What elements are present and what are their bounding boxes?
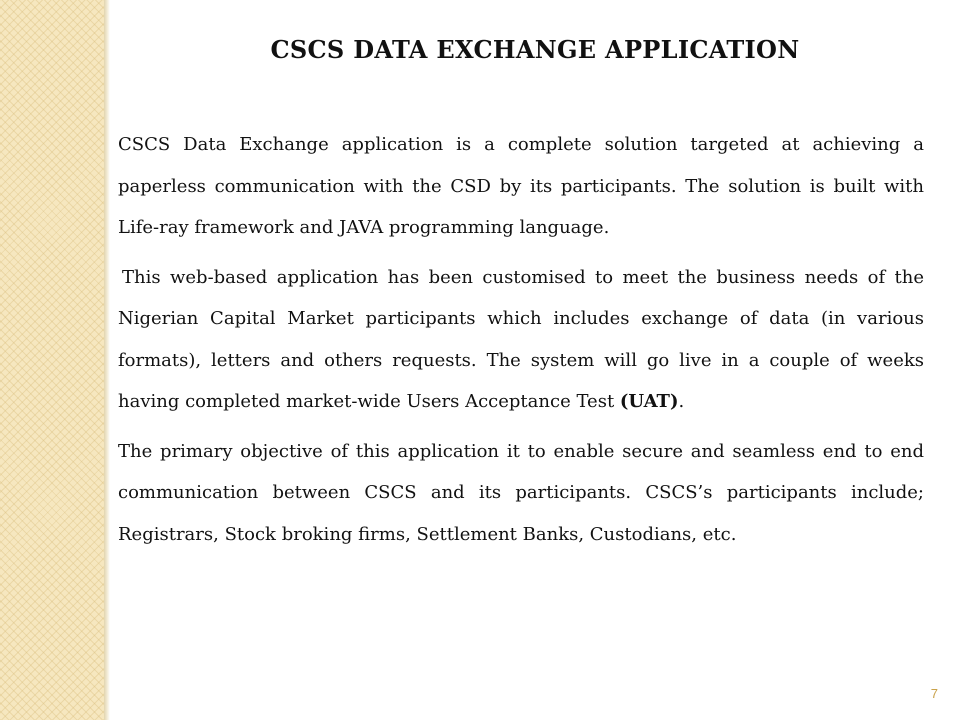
paragraph-web-application-text: This web-based application has been customised to meet the business needs of the Nigerian Capital Market participants which includes exchange of data (in various formats), letters and others requests. The system will go live in a couple of weeks having completed market-wide Users Acceptance Test (118, 266, 924, 412)
decorative-side-band (0, 0, 104, 720)
paragraph-intro: CSCS Data Exchange application is a complete solution targeted at achieving a paperless communication with the CSD by its participants. The solution is built with Life-ray framework and JAVA programming language. (118, 134, 924, 238)
side-band-edge (104, 0, 110, 720)
page-number: 7 (930, 686, 938, 701)
slide-body (118, 124, 924, 563)
paragraph-web-application (118, 257, 924, 423)
paragraph-objective: The primary objective of this application it to enable secure and seamless end to end communication between CSCS and its participants. CSCS’s participants include; Registrars, Stock broking firms, Settlement Banks, Custodians, etc. (118, 440, 924, 545)
paragraph-web-application-end: . (678, 391, 685, 412)
uat-abbreviation: (UAT) (619, 391, 679, 412)
slide-title: CSCS DATA EXCHANGE APPLICATION (270, 35, 800, 64)
